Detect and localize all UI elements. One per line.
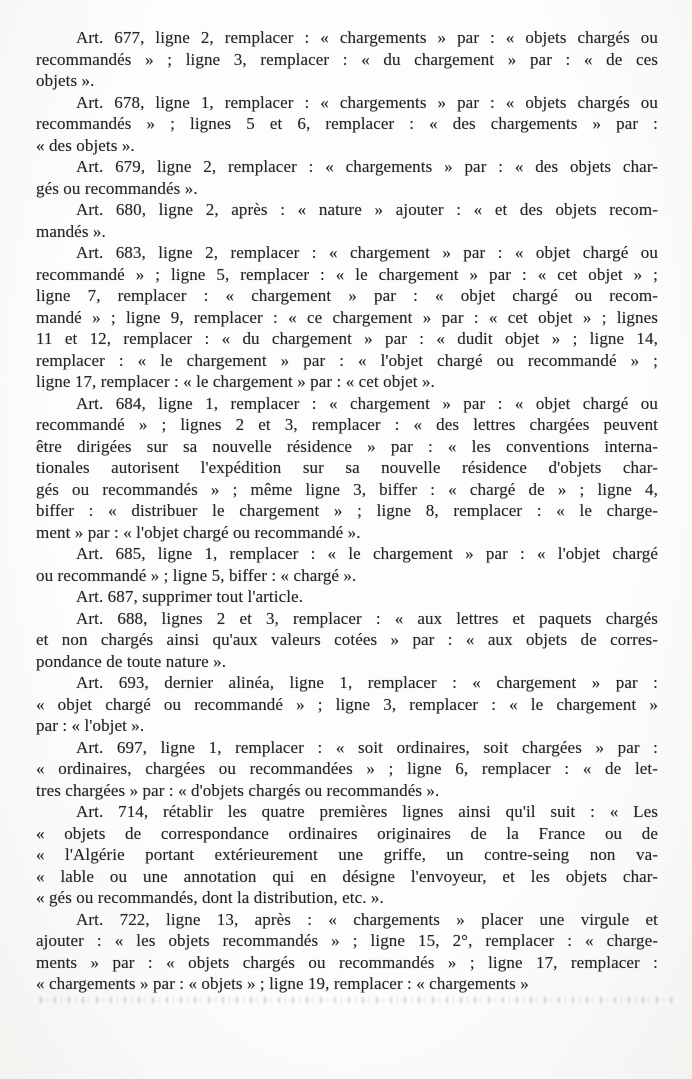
- paragraph-art-683: [36, 242, 658, 393]
- paragraph-art-685: [36, 543, 658, 586]
- text-line: tionales autorisent l'expédition sur sa nouvelle résidence d'objets char-: [36, 458, 658, 477]
- text-line: biffer : « distribuer le chargement » ; ligne 8, remplacer : « le charge-: [36, 501, 658, 520]
- text-line: recommandé » ; ligne 5, remplacer : « le chargement » par : « cet objet » ;: [36, 264, 658, 284]
- text-line: Art. 693, dernier alinéa, ligne 1, remplacer : « chargement » par :: [76, 673, 658, 692]
- text-line: ments » par : « objets chargés ou recommandés » ; ligne 17, remplacer :: [36, 952, 658, 972]
- text-line: « des objets ».: [36, 135, 135, 155]
- text-line: Art. 714, rétablir les quatre premières lignes ainsi qu'il suit : « Les: [76, 802, 658, 821]
- paragraph-art-680: [36, 199, 658, 242]
- text-line: Art. 678, ligne 1, remplacer : « chargements » par : « objets chargés ou: [76, 92, 658, 112]
- text-line: Art. 683, ligne 2, remplacer : « chargement » par : « objet chargé ou: [76, 243, 658, 262]
- paragraph-art-684: [36, 393, 658, 544]
- text-line: remplacer : « le chargement » par : « l'objet chargé ou recommandé » ;: [36, 350, 658, 370]
- text-line: ajouter : « les objets recommandés » ; ligne 15, 2°, remplacer : « charge-: [36, 931, 658, 950]
- text-line: Art. 697, ligne 1, remplacer : « soit ordinaires, soit chargées » par :: [76, 737, 658, 757]
- paragraph-art-697: [36, 737, 658, 802]
- paragraph-art-714: [36, 801, 658, 909]
- text-line: pondance de toute nature ».: [36, 651, 227, 671]
- text-block: [36, 27, 658, 995]
- paragraph-art-722: [36, 909, 658, 995]
- text-line: « objets de correspondance ordinaires originaires de la France ou de: [36, 823, 658, 843]
- text-line: recommandés » ; ligne 3, remplacer : « du chargement » par : « de ces: [36, 49, 658, 69]
- paragraph-art-678: [36, 92, 658, 157]
- paragraph-art-688: [36, 608, 658, 673]
- text-line: Art. 688, lignes 2 et 3, remplacer : « aux lettres et paquets chargés: [76, 608, 658, 628]
- paragraph-art-687: [36, 586, 658, 608]
- text-line: Art. 722, ligne 13, après : « chargements » placer une virgule et: [76, 909, 658, 929]
- text-line: « lable ou une annotation qui en désigne l'envoyeur, et les objets char-: [36, 866, 658, 886]
- text-line: « chargements » par : « objets » ; ligne 19, remplacer : « chargements »: [36, 974, 529, 993]
- text-line: gés ou recommandés ».: [36, 178, 198, 198]
- text-line: être dirigées sur sa nouvelle résidence » par : « les conventions interna-: [36, 436, 658, 456]
- text-line: tres chargées » par : « d'objets chargés ou recommandés ».: [36, 780, 440, 800]
- text-line: mandés ».: [36, 221, 106, 241]
- text-line: « ordinaires, chargées ou recommandées » ; ligne 6, remplacer : « de let-: [36, 759, 658, 778]
- text-line: ment » par : « l'objet chargé ou recommandé ».: [36, 522, 361, 542]
- text-line: et non chargés ainsi qu'aux valeurs cotées » par : « aux objets de corres-: [36, 630, 658, 649]
- text-line: « objet chargé ou recommandé » ; ligne 3, remplacer : « le chargement »: [36, 694, 658, 714]
- text-line: Art. 687, supprimer tout l'article.: [76, 587, 304, 606]
- text-line: par : « l'objet ».: [36, 716, 145, 735]
- text-line: gés ou recommandés » ; même ligne 3, biffer : « chargé de » ; ligne 4,: [36, 479, 658, 499]
- ghost-text-remnant: [40, 997, 674, 1003]
- paragraph-art-677: [36, 27, 658, 92]
- text-line: Art. 684, ligne 1, remplacer : « chargement » par : « objet chargé ou: [76, 393, 658, 413]
- text-line: ligne 17, remplacer : « le chargement » par : « cet objet ».: [36, 372, 435, 391]
- text-line: Art. 680, ligne 2, après : « nature » ajouter : « et des objets recom-: [76, 200, 658, 219]
- text-line: objets ».: [36, 71, 95, 90]
- paragraph-art-693: [36, 672, 658, 737]
- text-line: recommandé » ; lignes 2 et 3, remplacer : « des lettres chargées peuvent: [36, 415, 658, 434]
- text-line: ligne 7, remplacer : « chargement » par : « objet chargé ou recom-: [36, 286, 658, 305]
- text-line: recommandés » ; lignes 5 et 6, remplacer : « des chargements » par :: [36, 114, 658, 133]
- text-line: « l'Algérie portant extérieurement une griffe, un contre-seing non va-: [36, 845, 658, 864]
- text-line: « gés ou recommandés, dont la distribution, etc. ».: [36, 888, 384, 907]
- text-line: Art. 677, ligne 2, remplacer : « chargements » par : « objets chargés ou: [76, 28, 658, 47]
- text-line: Art. 679, ligne 2, remplacer : « chargements » par : « des objets char-: [76, 157, 658, 176]
- paragraph-art-679: [36, 156, 658, 199]
- text-line: 11 et 12, remplacer : « du chargement » par : « dudit objet » ; ligne 14,: [36, 329, 658, 348]
- text-line: Art. 685, ligne 1, remplacer : « le chargement » par : « l'objet chargé: [76, 544, 658, 563]
- text-line: ou recommandé » ; ligne 5, biffer : « chargé ».: [36, 565, 357, 585]
- text-line: mandé » ; ligne 9, remplacer : « ce chargement » par : « cet objet » ; lignes: [36, 307, 658, 327]
